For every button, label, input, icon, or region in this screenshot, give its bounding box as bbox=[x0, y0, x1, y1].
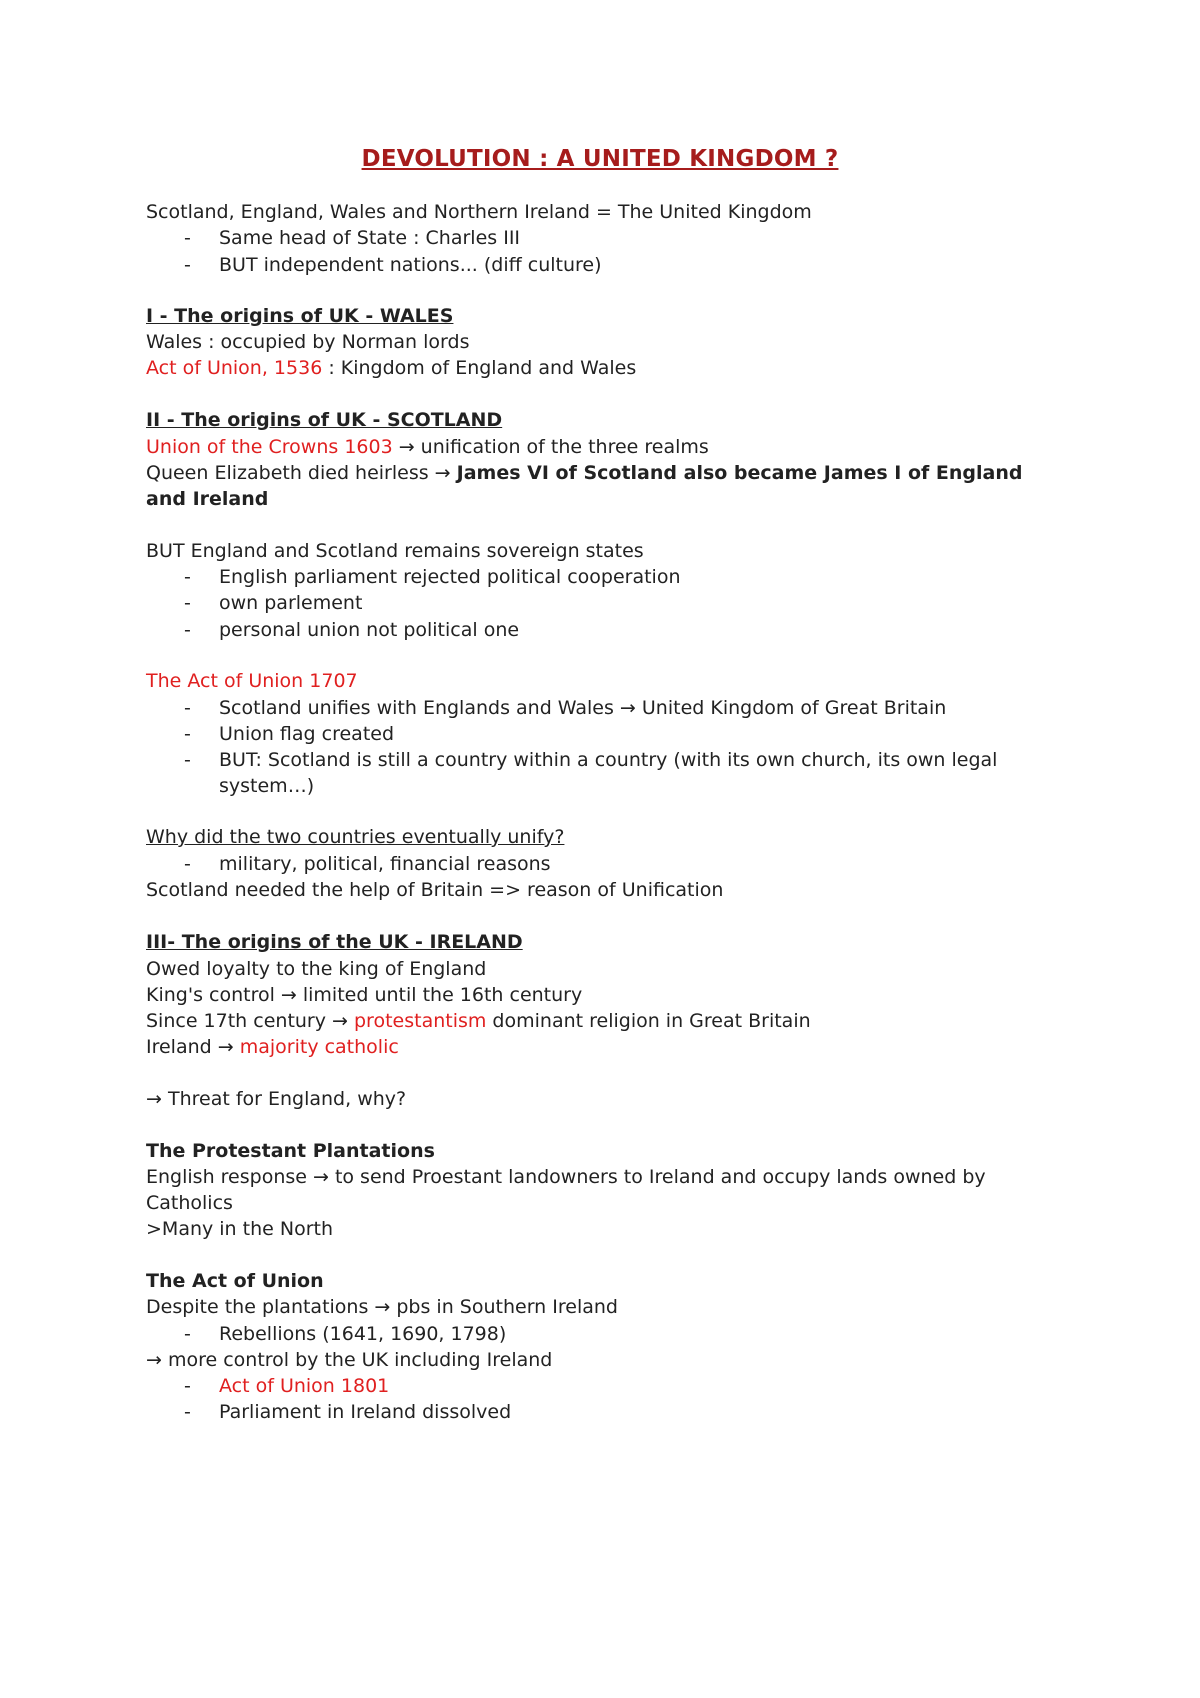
union-line: → more control by the UK including Ireland bbox=[146, 1349, 553, 1371]
text-run: Queen Elizabeth died heirless → bbox=[146, 462, 457, 484]
but-line: BUT England and Scotland remains sovereign states bbox=[146, 540, 644, 562]
why-question: Why did the two countries eventually unify? bbox=[146, 826, 565, 848]
section-heading-wales: I - The origins of UK - WALES bbox=[146, 305, 454, 327]
red-highlight: majority catholic bbox=[239, 1036, 399, 1058]
bold-run: James VI of Scotland also became James I of England bbox=[456, 462, 1023, 484]
list-item: English parliament rejected political cooperation bbox=[219, 566, 681, 588]
text-run: → unification of the three realms bbox=[392, 436, 709, 458]
red-highlight: Union of the Crowns 1603 bbox=[146, 436, 393, 458]
plantations-line: Catholics bbox=[146, 1192, 233, 1214]
page-title: DEVOLUTION : A UNITED KINGDOM ? bbox=[361, 146, 839, 172]
ireland-line: King's control → limited until the 16th century bbox=[146, 984, 583, 1006]
bullet-marker: - bbox=[184, 723, 191, 745]
act-1707-heading: The Act of Union 1707 bbox=[146, 670, 358, 692]
plantations-line: >Many in the North bbox=[146, 1218, 334, 1240]
crowns-line bbox=[146, 433, 709, 461]
bullet-marker: - bbox=[184, 1401, 191, 1423]
threat-line: → Threat for England, why? bbox=[146, 1088, 407, 1110]
wales-line: Wales : occupied by Norman lords bbox=[146, 331, 470, 353]
queen-line-cont: and Ireland bbox=[146, 488, 269, 510]
bullet-marker: - bbox=[184, 566, 191, 588]
bullet-marker: - bbox=[184, 592, 191, 614]
list-item: Scotland unifies with Englands and Wales → United Kingdom of Great Britain bbox=[219, 697, 947, 719]
list-item: Union flag created bbox=[219, 723, 395, 745]
intro-bullet: BUT independent nations... (diff culture) bbox=[219, 254, 602, 276]
queen-line bbox=[146, 459, 1022, 487]
bullet-marker: - bbox=[184, 1323, 191, 1345]
section-heading-ireland: III- The origins of the UK - IRELAND bbox=[146, 931, 523, 953]
why-line: Scotland needed the help of Britain => reason of Unification bbox=[146, 879, 724, 901]
list-item: Rebellions (1641, 1690, 1798) bbox=[219, 1323, 507, 1345]
ireland-line: Owed loyalty to the king of England bbox=[146, 958, 487, 980]
list-item-cont: system…) bbox=[219, 775, 315, 797]
list-item: own parlement bbox=[219, 592, 363, 614]
bullet-marker: - bbox=[184, 697, 191, 719]
bullet-marker: - bbox=[184, 749, 191, 771]
union-line: Despite the plantations → pbs in Southern Ireland bbox=[146, 1296, 618, 1318]
ireland-line bbox=[146, 1007, 811, 1035]
list-item: Parliament in Ireland dissolved bbox=[219, 1401, 512, 1423]
act-of-union-heading: The Act of Union bbox=[146, 1270, 324, 1292]
intro-bullet: Same head of State : Charles III bbox=[219, 227, 521, 249]
text-run: : Kingdom of England and Wales bbox=[322, 357, 637, 379]
red-highlight: Act of Union, 1536 bbox=[146, 357, 323, 379]
list-item: Act of Union 1801 bbox=[219, 1375, 390, 1397]
bullet-marker: - bbox=[184, 254, 191, 276]
list-item: military, political, financial reasons bbox=[219, 853, 551, 875]
section-heading-scotland: II - The origins of UK - SCOTLAND bbox=[146, 409, 503, 431]
list-item: BUT: Scotland is still a country within a country (with its own church, its own legal bbox=[219, 749, 998, 771]
plantations-line: English response → to send Proestant landowners to Ireland and occupy lands owned by bbox=[146, 1166, 986, 1188]
wales-act-line bbox=[146, 354, 636, 382]
plantations-heading: The Protestant Plantations bbox=[146, 1140, 435, 1162]
text-run: dominant religion in Great Britain bbox=[486, 1010, 811, 1032]
bullet-marker: - bbox=[184, 853, 191, 875]
ireland-line bbox=[146, 1033, 399, 1061]
list-item: personal union not political one bbox=[219, 619, 520, 641]
bullet-marker: - bbox=[184, 227, 191, 249]
intro-line: Scotland, England, Wales and Northern Ireland = The United Kingdom bbox=[146, 201, 812, 223]
text-run: Since 17th century → bbox=[146, 1010, 354, 1032]
bullet-marker: - bbox=[184, 1375, 191, 1397]
text-run: Ireland → bbox=[146, 1036, 240, 1058]
bullet-marker: - bbox=[184, 619, 191, 641]
red-highlight: protestantism bbox=[354, 1010, 487, 1032]
